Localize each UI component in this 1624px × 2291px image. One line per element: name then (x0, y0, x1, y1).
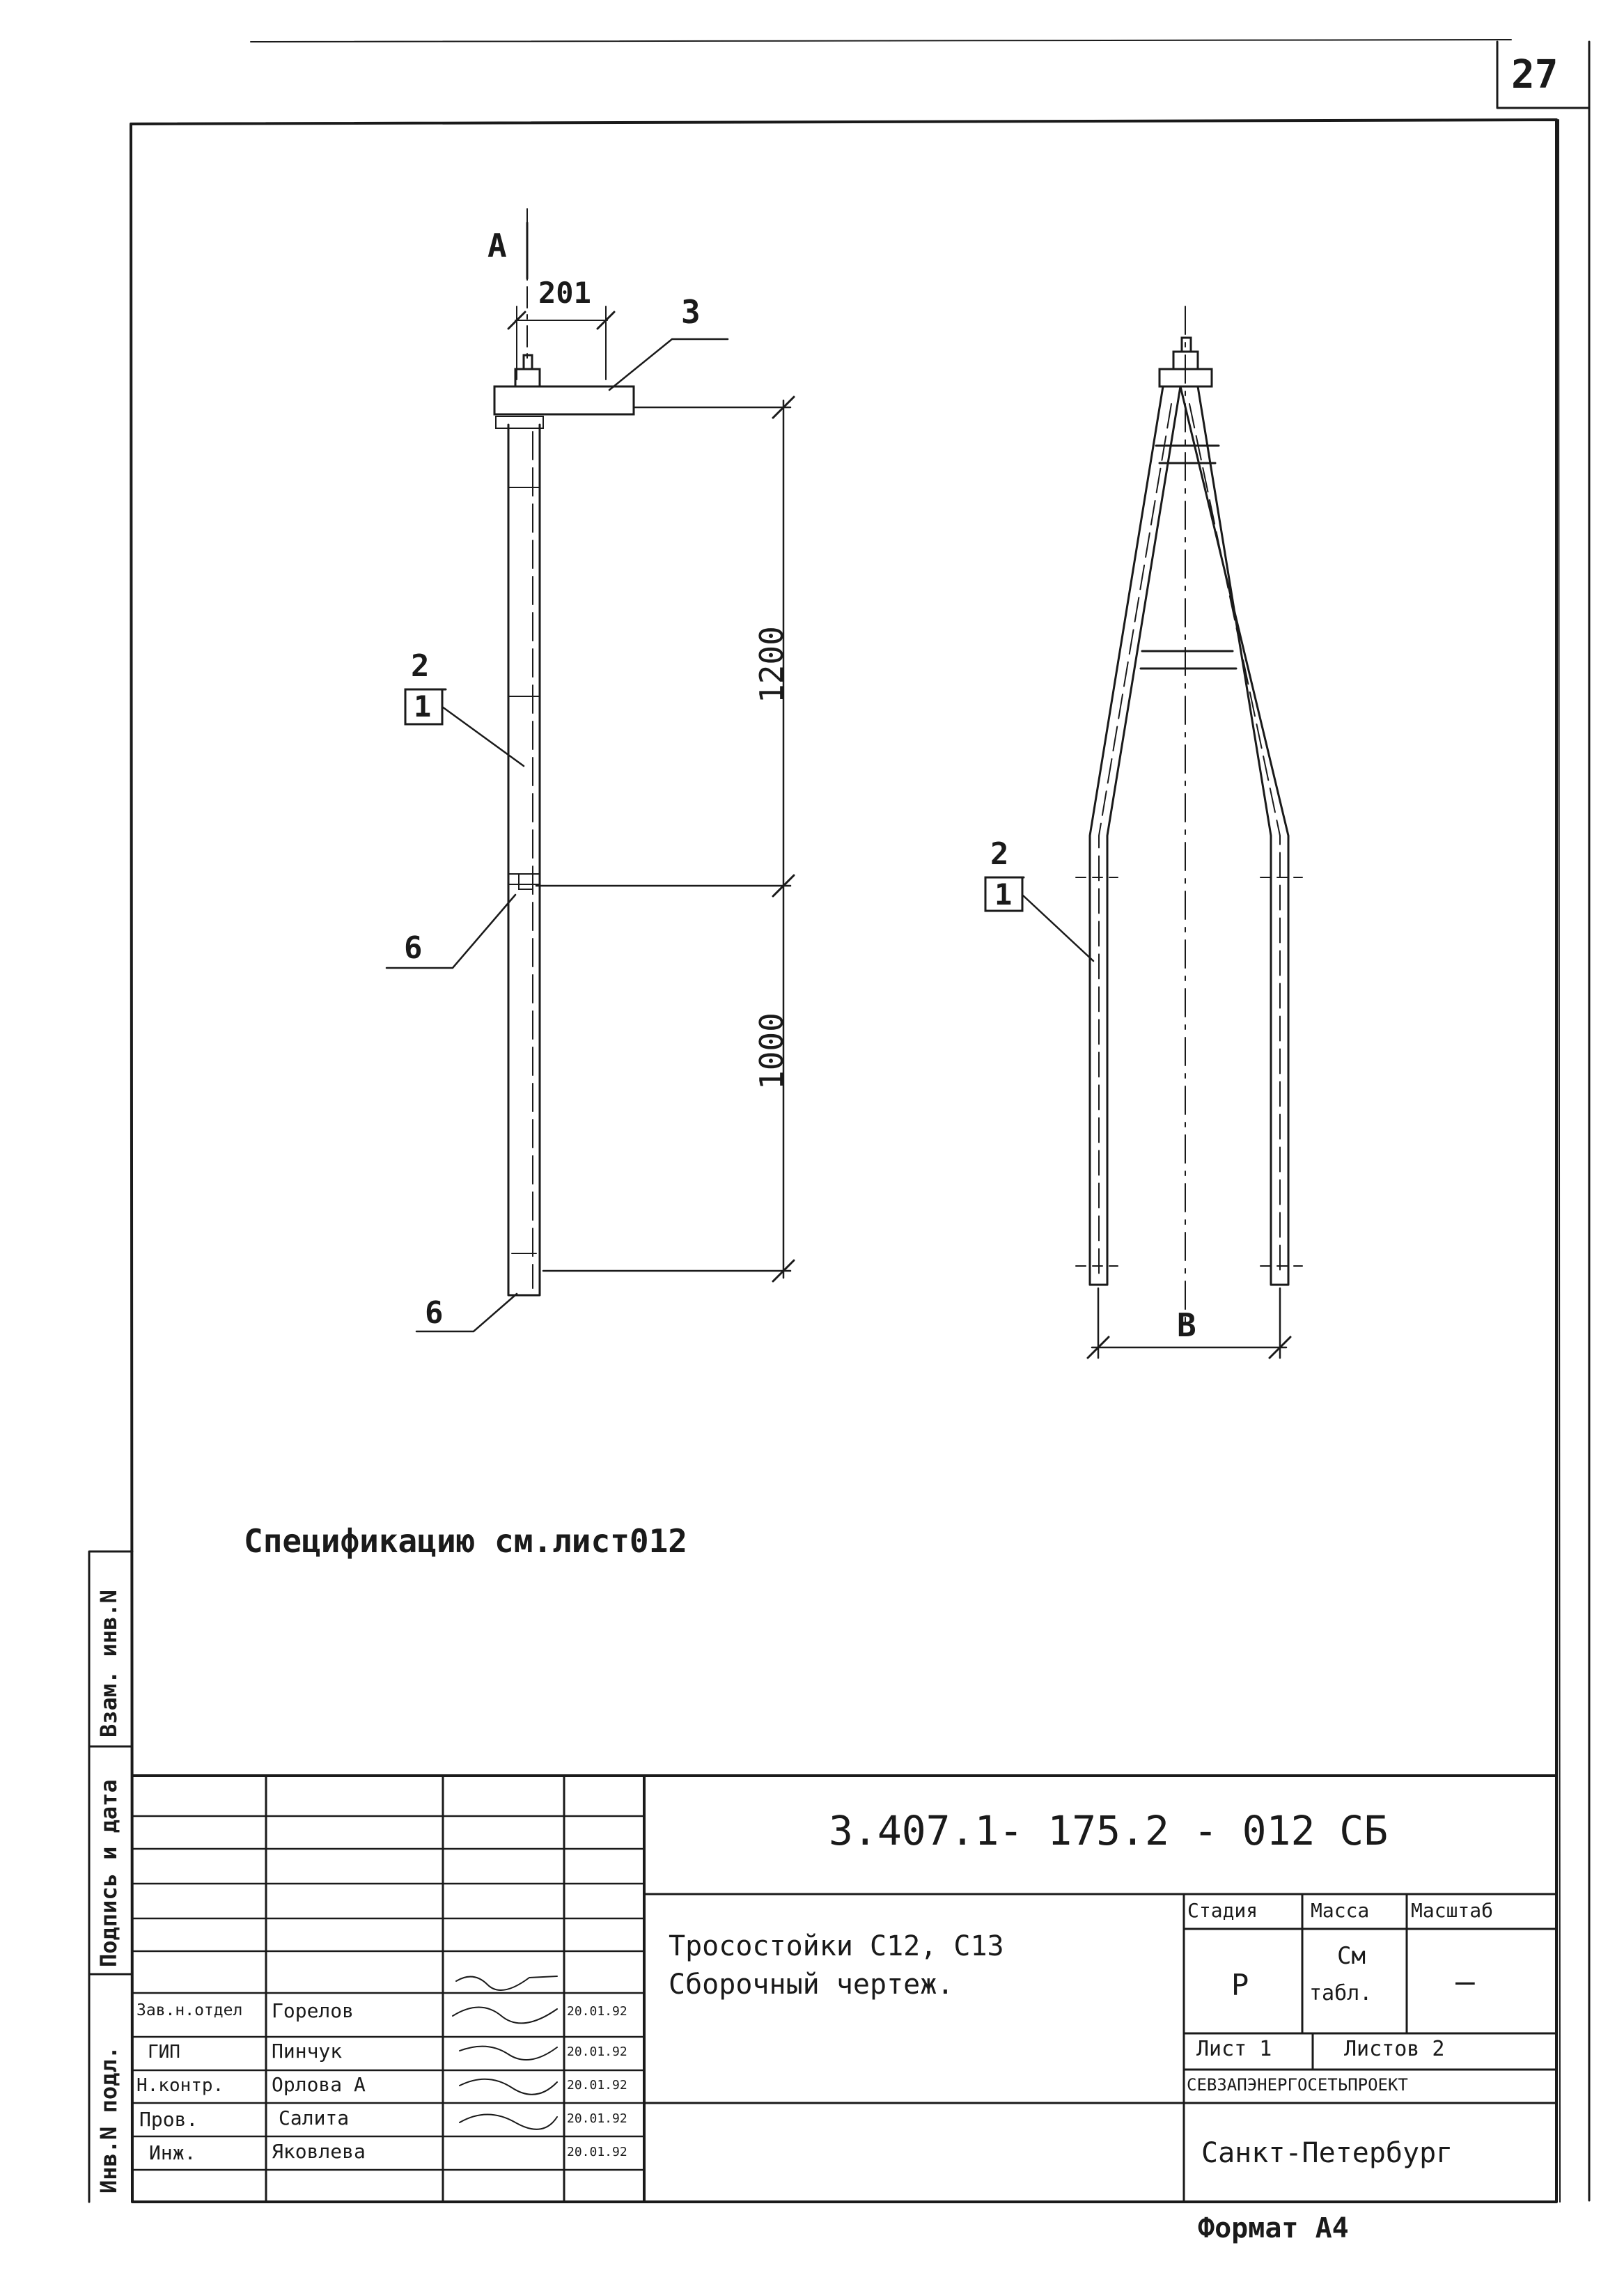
signature-name-1: Пинчук (272, 2040, 343, 2063)
callout-6-mid-label: 6 (404, 930, 423, 966)
signature-role-1: ГИП (148, 2042, 180, 2063)
inner-right-line (1559, 120, 1560, 2202)
sheet-label: Лист 1 (1196, 2037, 1272, 2061)
signature-scribble-5 (460, 2115, 557, 2129)
format-label: Формат А4 (1198, 2212, 1349, 2244)
signature-role-0: Зав.н.отдел (136, 2001, 243, 2019)
signature-name-0: Горелов (272, 1999, 354, 2022)
callout-3-leader (609, 339, 728, 390)
callout-2-1-right-leader (1022, 895, 1093, 961)
top-edge-line (251, 40, 1511, 42)
signature-date-1: 20.01.92 (567, 2044, 627, 2059)
signature-role-4: Инж. (149, 2141, 196, 2164)
aframe-brackets (1076, 877, 1302, 1266)
dim-vertical-lines (536, 400, 790, 1278)
callout-2-1-left-leader (442, 707, 524, 766)
mass-header: Масса (1311, 1899, 1370, 1922)
city-name: Санкт-Петербург (1201, 2137, 1453, 2169)
side-stamp-signature: Подпись и дата (95, 1779, 122, 1967)
dim-1200-label: 1200 (753, 626, 790, 703)
stage-value: Р (1231, 1968, 1249, 2002)
aframe-left-leg (1090, 386, 1180, 1285)
callout-1-right-label: 1 (994, 877, 1013, 912)
scale-value: — (1455, 1962, 1475, 2000)
left-post-clamp (519, 874, 533, 889)
main-frame (131, 120, 1556, 2202)
left-post-outline (508, 425, 540, 1295)
dim-b-label: В (1177, 1306, 1196, 1344)
top-flange (496, 416, 543, 428)
specification-note: Спецификацию см.лист012 (244, 1522, 687, 1560)
signature-role-3: Пров. (139, 2108, 198, 2131)
stage-header: Стадия (1187, 1899, 1258, 1922)
signature-scribble-3 (460, 2047, 557, 2060)
drawing-title-line1: Тросостойки С12, С13 (669, 1930, 1004, 1962)
callout-3-label: 3 (681, 293, 701, 331)
signature-scribble-4 (460, 2079, 557, 2095)
signature-name-2: Орлова А (272, 2073, 366, 2096)
section-marker: А (487, 227, 507, 265)
page-number-box (1497, 42, 1589, 2200)
signature-scribble-2 (453, 2008, 557, 2024)
drawing-title-line2: Сборочный чертеж. (669, 1969, 954, 2001)
top-bolt (515, 355, 540, 386)
dim-1000-label: 1000 (753, 1012, 790, 1090)
signature-name-3: Салита (279, 2106, 350, 2129)
signature-date-4: 20.01.92 (567, 2145, 627, 2159)
signature-date-2: 20.01.92 (567, 2078, 627, 2093)
mass-value-line2: табл. (1309, 1981, 1373, 2005)
organization-name: СЕВЗАПЭНЕРГОСЕТЬПРОЕКТ (1187, 2075, 1408, 2095)
side-stamp-inventory: Инв.N подл. (95, 2046, 122, 2194)
sheets-label: Листов 2 (1344, 2037, 1445, 2061)
signature-scribble-1 (456, 1976, 557, 1990)
signature-role-2: Н.контр. (136, 2075, 224, 2096)
scale-header: Масштаб (1411, 1899, 1494, 1922)
side-stamp-replacement: Взам. инв.N (95, 1590, 122, 1737)
left-post-joints (508, 487, 540, 1253)
signature-grid-verticals (266, 1776, 564, 2202)
dim-201-label: 201 (538, 276, 591, 310)
callout-2-left-label: 2 (411, 648, 430, 684)
signature-date-0: 20.01.92 (567, 2004, 627, 2019)
callout-2-right-label: 2 (990, 836, 1009, 872)
callout-6-bottom-label: 6 (425, 1295, 444, 1331)
signature-name-4: Яковлева (272, 2140, 366, 2163)
aframe-hidden-lines (1099, 404, 1280, 1278)
signature-date-3: 20.01.92 (567, 2111, 627, 2126)
page-number: 27 (1511, 52, 1559, 97)
mass-value-line1: См (1337, 1942, 1366, 1970)
callout-1-left-label: 1 (414, 689, 432, 724)
top-plate (494, 386, 634, 414)
drawing-designation: 3.407.1- 175.2 - 012 СБ (829, 1807, 1389, 1854)
aframe-right-leg (1180, 386, 1288, 1285)
